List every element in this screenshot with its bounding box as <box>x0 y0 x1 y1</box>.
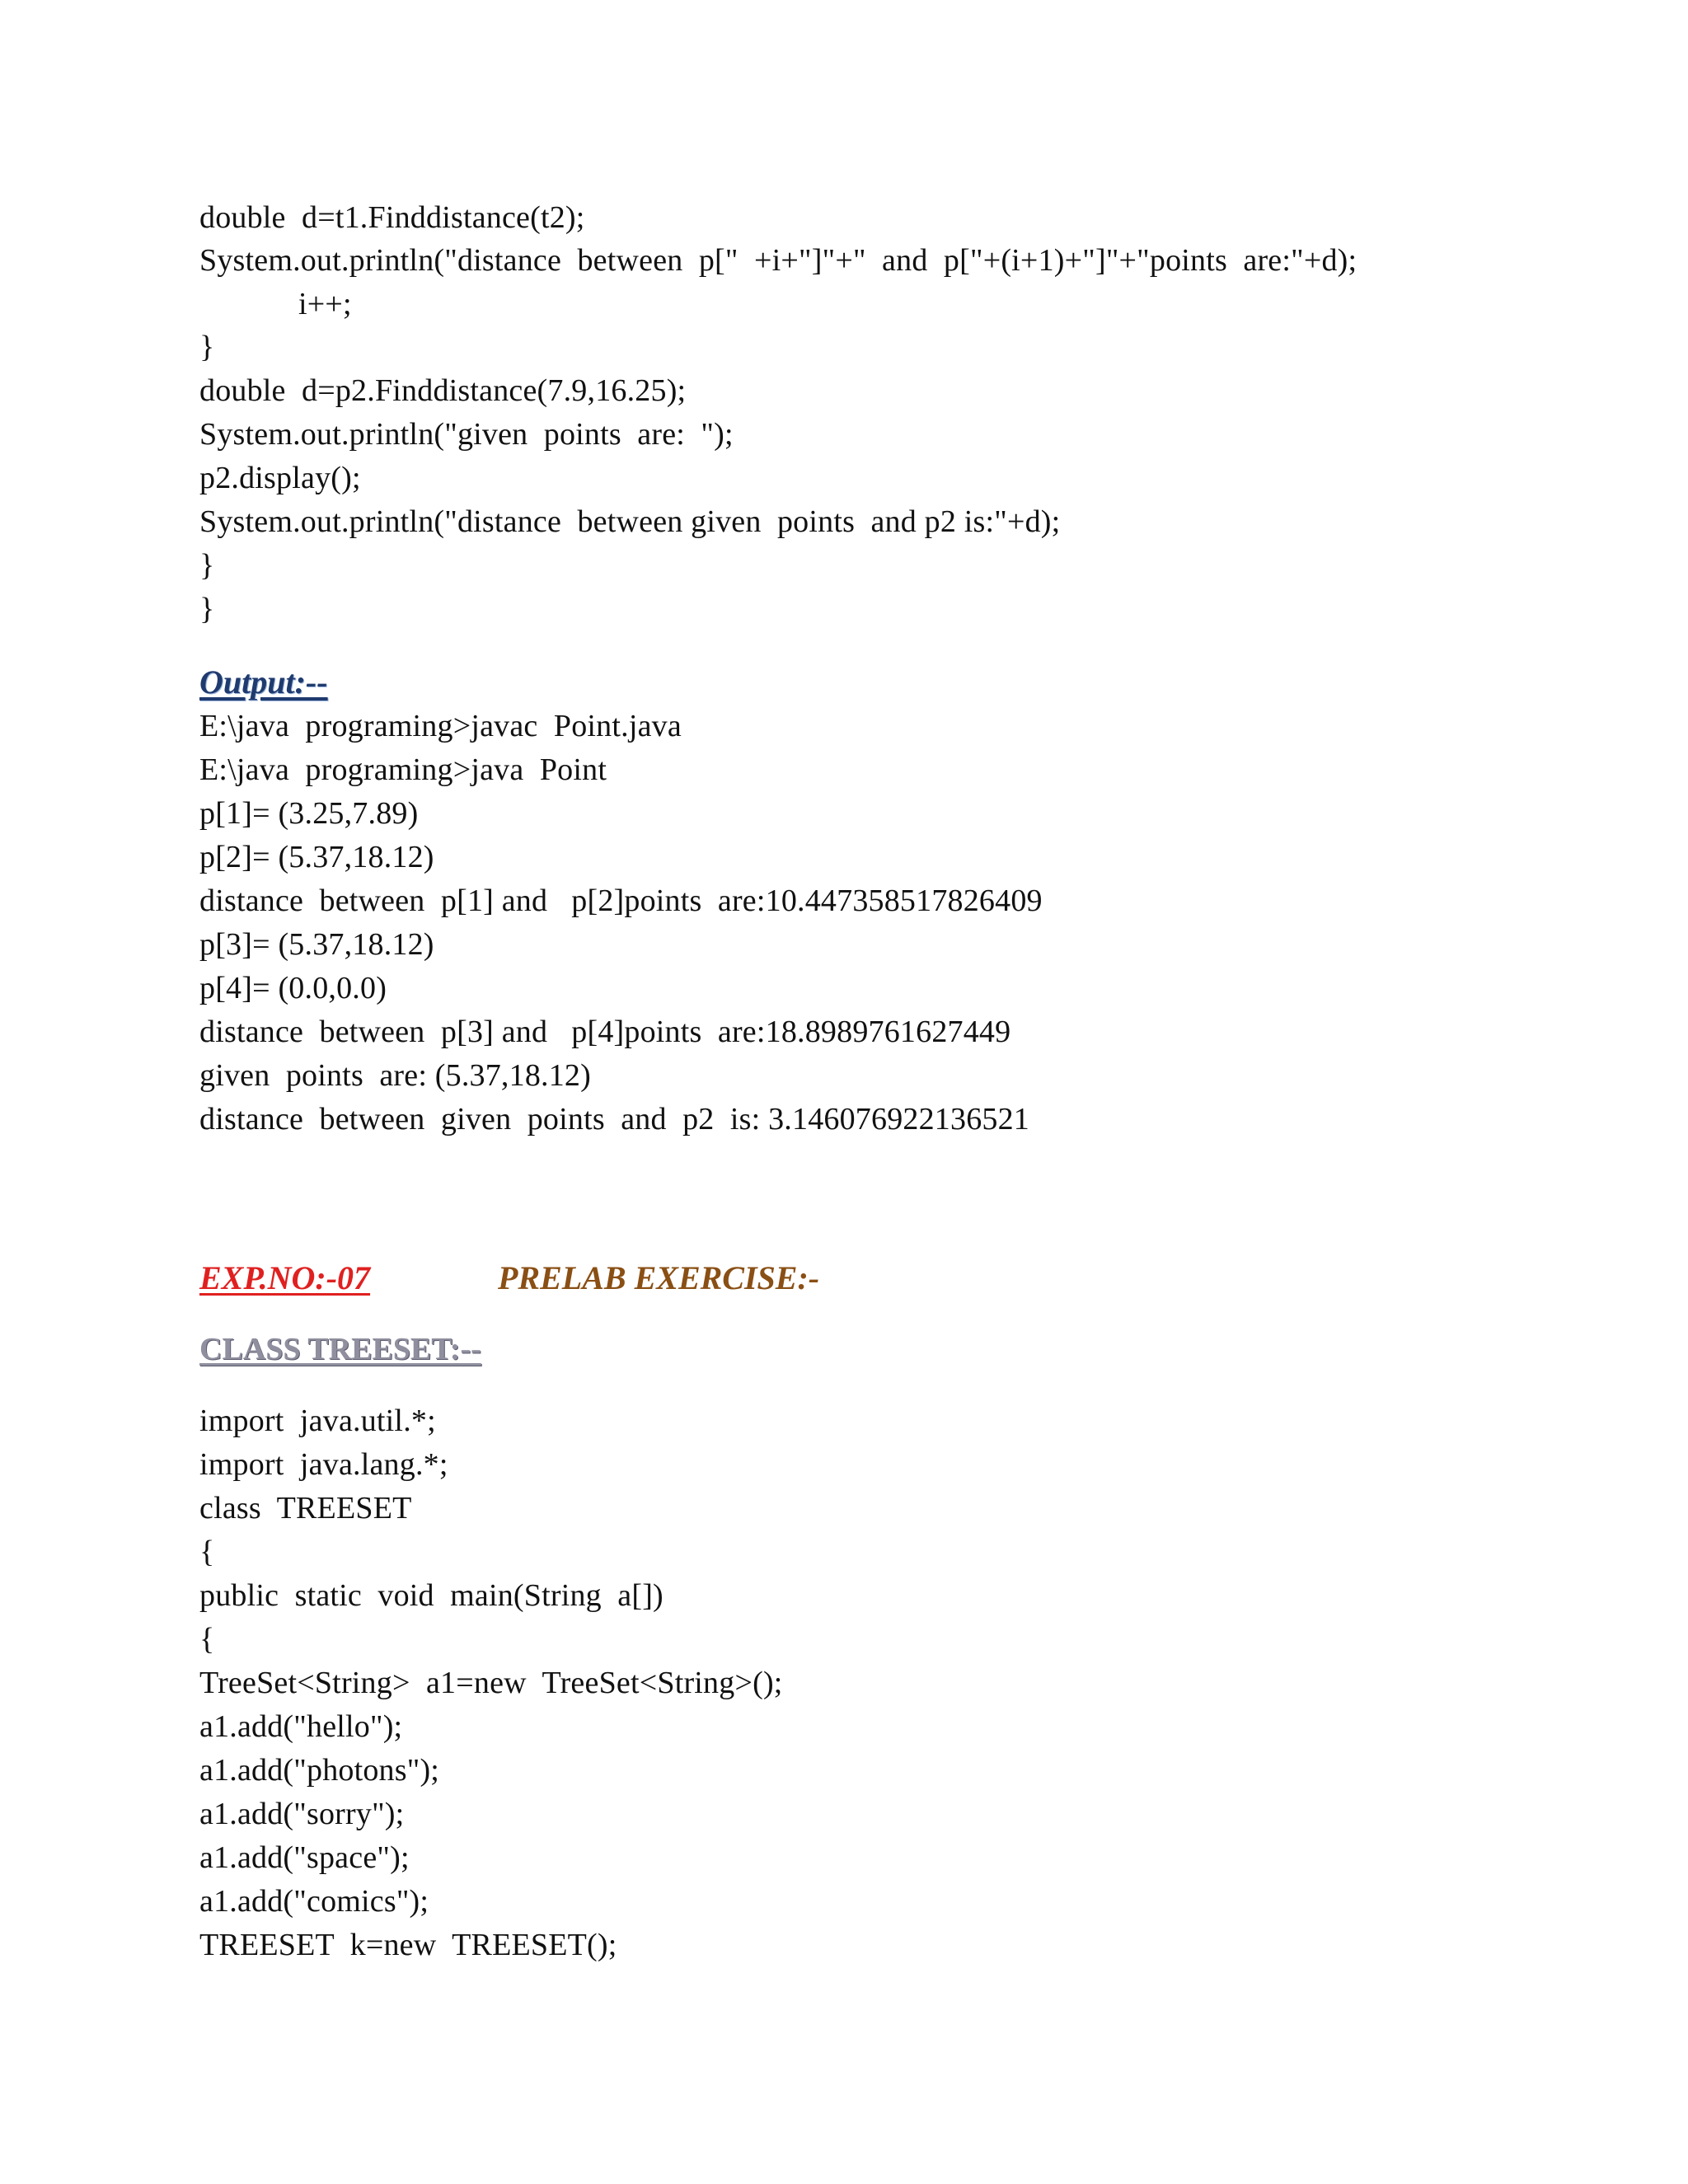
output-line: E:\java programing>javac Point.java <box>199 709 682 743</box>
output-line: p[1]= (3.25,7.89) <box>199 796 419 831</box>
class-heading: CLASS TREESET:-- <box>199 1332 481 1366</box>
prelab-heading: PRELAB EXERCISE:- <box>498 1259 820 1296</box>
code-line: double d=t1.Finddistance(t2); <box>199 200 585 235</box>
code-line: a1.add("sorry"); <box>199 1797 405 1831</box>
output-heading: Output:-- <box>199 663 328 701</box>
code-line: } <box>199 592 215 626</box>
output-line: distance between p[3] and p[4]points are:18.8989761627449 <box>199 1015 1011 1049</box>
code-line: } <box>199 330 215 364</box>
experiment-number: EXP.NO:-07 <box>199 1259 371 1296</box>
output-line: distance between p[1] and p[2]points are:10.447358517826409 <box>199 883 1043 918</box>
code-line: i++; <box>298 287 352 321</box>
code-line: { <box>199 1622 215 1657</box>
code-line: a1.add("comics"); <box>199 1884 429 1919</box>
code-line: import java.lang.*; <box>199 1447 448 1482</box>
code-line: TREESET k=new TREESET(); <box>199 1928 617 1962</box>
code-line: a1.add("hello"); <box>199 1709 403 1744</box>
code-line: double d=p2.Finddistance(7.9,16.25); <box>199 373 687 408</box>
output-line: p[3]= (5.37,18.12) <box>199 927 434 962</box>
output-line: distance between given points and p2 is: 3.146076922136521 <box>199 1102 1029 1137</box>
code-line: import java.util.*; <box>199 1404 436 1438</box>
code-line: System.out.println("given points are: "); <box>199 417 734 452</box>
code-line: class TREESET <box>199 1491 412 1526</box>
code-line: public static void main(String a[]) <box>199 1578 663 1613</box>
output-line: p[4]= (0.0,0.0) <box>199 971 387 1005</box>
code-line: { <box>199 1535 215 1569</box>
code-line: p2.display(); <box>199 461 361 495</box>
output-line: E:\java programing>java Point <box>199 752 607 787</box>
output-line: p[2]= (5.37,18.12) <box>199 840 434 874</box>
code-line: TreeSet<String> a1=new TreeSet<String>(); <box>199 1666 783 1700</box>
code-line: a1.add("photons"); <box>199 1753 440 1788</box>
output-line: given points are: (5.37,18.12) <box>199 1058 591 1093</box>
code-line: a1.add("space"); <box>199 1840 410 1875</box>
code-line: } <box>199 548 215 583</box>
code-line: System.out.println("distance between p[" +i+"]"+" and p["+(i+1)+"]"+"points are:"+d); <box>199 243 1357 278</box>
code-line: System.out.println("distance between given points and p2 is:"+d); <box>199 504 1061 539</box>
